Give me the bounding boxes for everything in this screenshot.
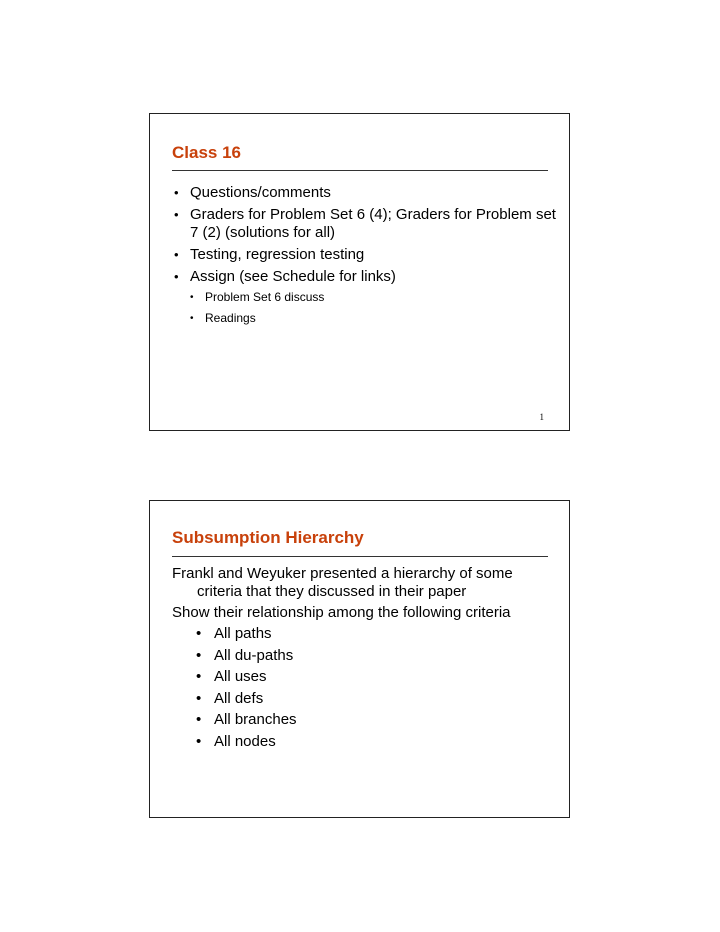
bullet-item	[172, 690, 559, 708]
bullet-icon: •	[174, 207, 179, 222]
bullet-text: All uses	[214, 668, 267, 685]
bullet-item	[172, 711, 559, 729]
bullet-icon: •	[174, 269, 179, 284]
slide-body	[172, 565, 559, 754]
slide-2	[149, 500, 570, 818]
bullet-item	[172, 184, 559, 202]
bullet-item	[172, 625, 559, 643]
bullet-item	[172, 206, 559, 242]
bullet-icon: •	[174, 185, 179, 200]
bullet-text: Graders for Problem Set 6 (4); Graders for Problem set 7 (2) (solutions for all)	[190, 206, 556, 241]
bullet-icon: •	[196, 689, 202, 707]
bullet-icon: •	[190, 313, 194, 324]
bullet-text: Assign (see Schedule for links)	[190, 268, 396, 285]
paragraph: Frankl and Weyuker presented a hierarchy of some criteria that they discussed in their paper	[172, 565, 513, 600]
bullet-icon: •	[190, 292, 194, 303]
bullet-text: Testing, regression testing	[190, 246, 365, 263]
bullet-item	[172, 733, 559, 751]
bullet-item	[172, 268, 559, 286]
bullet-item	[172, 647, 559, 665]
bullet-text: All paths	[214, 625, 272, 642]
subbullet-item	[190, 311, 559, 326]
bullet-icon: •	[196, 732, 202, 750]
slide-number: 1	[539, 412, 544, 422]
subbullet-item	[190, 290, 559, 305]
slide-body	[172, 184, 559, 332]
bullet-text: Questions/comments	[190, 184, 331, 201]
bullet-text: All defs	[214, 689, 264, 707]
paragraph: Show their relationship among the following criteria	[172, 604, 511, 621]
bullet-item	[172, 668, 559, 686]
bullet-text: All branches	[214, 711, 297, 728]
subbullet-text: Problem Set 6 discuss	[205, 290, 325, 304]
bullet-icon: •	[174, 247, 179, 262]
bullet-icon: •	[196, 711, 202, 728]
slide-title: Subsumption Hierarchy	[172, 528, 364, 547]
title-divider	[172, 170, 548, 171]
bullet-text: All du-paths	[214, 646, 294, 664]
bullet-icon: •	[196, 625, 202, 642]
slide-title: Class 16	[172, 143, 241, 162]
bullet-icon: •	[196, 646, 202, 664]
slide-1	[149, 113, 570, 431]
subbullet-text: Readings	[205, 311, 256, 325]
bullet-icon: •	[196, 668, 202, 685]
bullet-text: All nodes	[214, 732, 276, 750]
bullet-item	[172, 246, 559, 264]
title-divider	[172, 556, 548, 557]
